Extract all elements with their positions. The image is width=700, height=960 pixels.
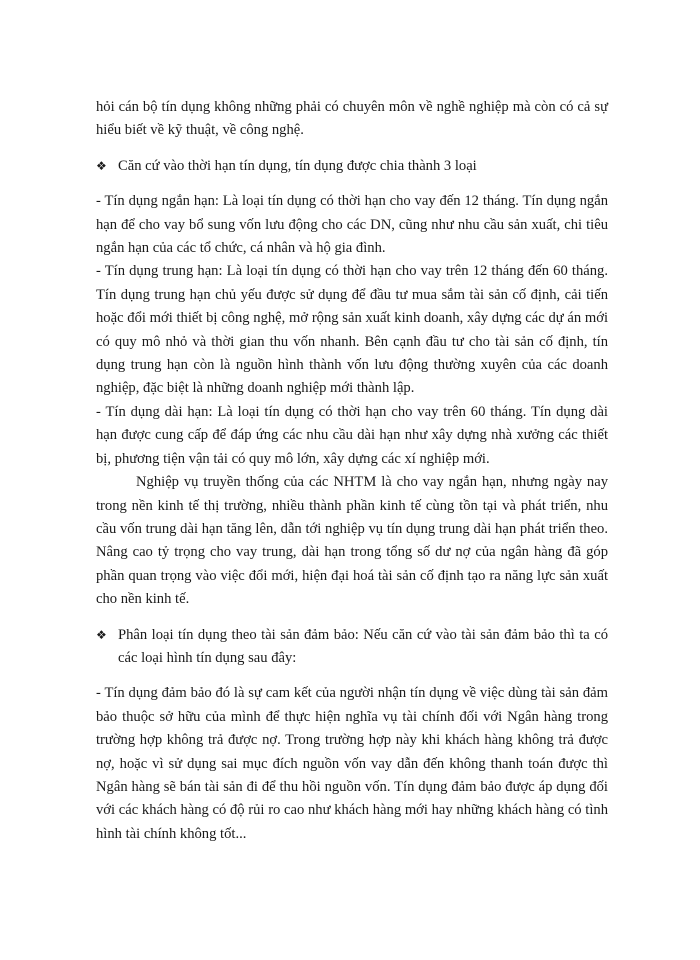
paragraph-short-term-credit: - Tín dụng ngắn hạn: Là loại tín dụng có thời hạn cho vay đến 12 tháng. Tín dụng ngắn hạn để cho vay bổ sung vốn lưu động cho các DN, cũng như nhu cầu sản xuất, chi tiêu ngắn hạn của các tổ chức, cá nhân và hộ gia đình. — [96, 193, 608, 257]
bullet-text: Căn cứ vào thời hạn tín dụng, tín dụng được chia thành 3 loại — [118, 157, 477, 174]
document-page — [96, 96, 608, 846]
paragraph-traditional-business: Nghiệp vụ truyền thống của các NHTM là cho vay ngắn hạn, nhưng ngày nay trong nền kinh tế thị trường, nhiều thành phần kinh tế cùng tồn tại và phát triển, nhu cầu vốn trung dài hạn tăng lên, dẫn tới nghiệp vụ tín dụng trung dài hạn phát triển theo. Nâng cao tỷ trọng cho vay trung, dài hạn trong tổng số dư nợ của ngân hàng đã góp phần quan trọng vào việc đổi mới, hiện đại hoá tài sản cố định tạo ra năng lực sản xuất cho nền kinh tế. — [96, 474, 608, 608]
paragraph-long-term-credit: - Tín dụng dài hạn: Là loại tín dụng có thời hạn cho vay trên 60 tháng. Tín dụng dài hạn được cung cấp để đáp ứng các nhu cầu dài hạn như xây dựng nhà xưởng các thiết bị, phương tiện vận tải có quy mô lớn, xây dựng các xí nghiệp mới. — [96, 403, 608, 467]
diamond-bullet-icon: ❖ — [96, 158, 107, 173]
paragraph-secured-credit: - Tín dụng đảm bảo đó là sự cam kết của người nhận tín dụng về việc dùng tài sản đảm bảo thuộc sở hữu của mình để thực hiện nghĩa vụ tài chính đối với Ngân hàng trong trường hợp không trả được nợ. Trong trường hợp này khi khách hàng không trả được nợ, hoặc vì sử dụng sai mục đích nguồn vốn vay dẫn đến không thanh toán được thì Ngân hàng sẽ bán tài sản đi để thu hồi nguồn vốn. Tín dụng đảm bảo được áp dụng đối với các khách hàng có độ rủi ro cao như khách hàng mới hay những khách hàng có tình hình tài chính không tốt... — [96, 685, 608, 842]
paragraph-continuation: hỏi cán bộ tín dụng không những phải có chuyên môn về nghề nghiệp mà còn có cả sự hiểu biết về kỹ thuật, về công nghệ. — [96, 99, 608, 139]
paragraph-medium-term-credit: - Tín dụng trung hạn: Là loại tín dụng có thời hạn cho vay trên 12 tháng đến 60 tháng. Tín dụng trung hạn chủ yếu được sử dụng để đầu tư mua sắm tài sản cố định, cải tiến hoặc đổi mới thiết bị công nghệ, mở rộng sản xuất kinh doanh, xây dựng các dự án mới có quy mô nhỏ và thời gian thu vốn nhanh. Bên cạnh đầu tư cho tài sản cố định, tín dụng trung hạn còn là nguồn hình thành vốn lưu động thường xuyên của các doanh nghiệp, đặc biệt là những doanh nghiệp mới thành lập. — [96, 263, 608, 397]
bullet-item-term-classification — [96, 155, 608, 178]
bullet-item-collateral-classification — [96, 624, 608, 671]
bullet-text: Phân loại tín dụng theo tài sản đảm bảo: Nếu căn cứ vào tài sản đảm bảo thì ta có các loại hình tín dụng sau đây: — [118, 626, 608, 666]
diamond-bullet-icon: ❖ — [96, 627, 107, 642]
